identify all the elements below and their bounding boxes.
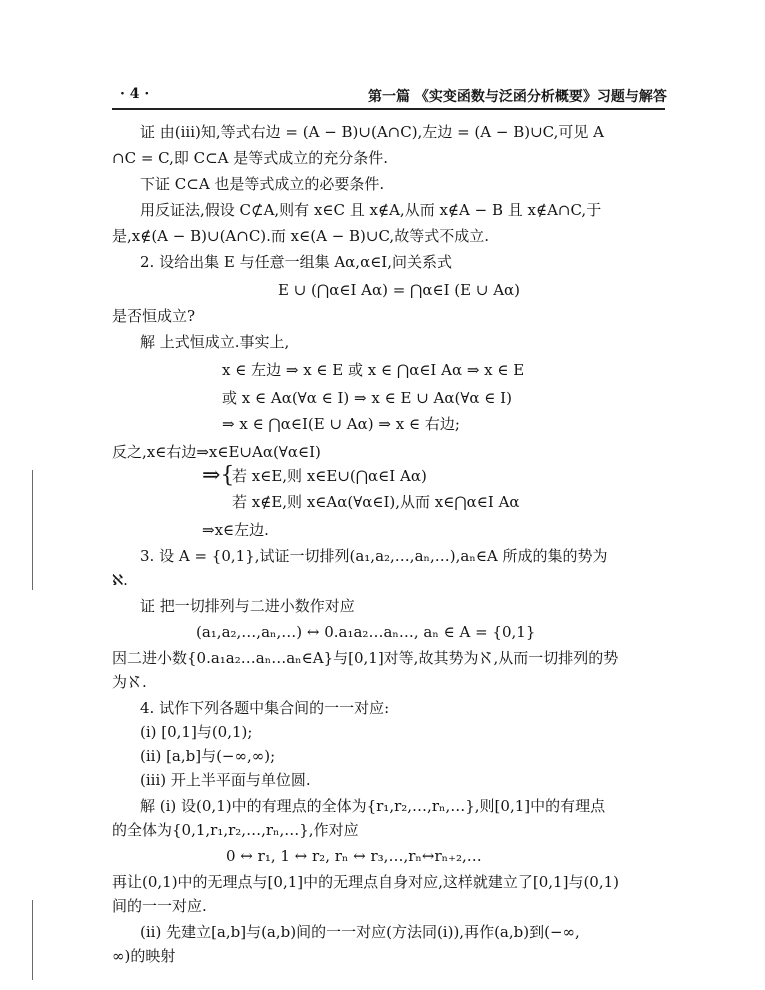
running-header: 第一篇 《实变函数与泛函分析概要》习题与解答 [368,89,667,105]
solution-start: 解 (i) 设(0,1)中的有理点的全体为{r₁,r₂,…,rₙ,…},则[0,1]中的有理点 [140,797,606,815]
text-line: (ii) 先建立[a,b]与(a,b)间的一一对应(方法同(i)),再作(a,b)到(−∞, [140,923,580,941]
sub-item: (ii) [a,b]与(−∞,∞); [140,747,276,765]
sub-item: (i) [0,1]与(0,1); [140,723,253,741]
text-line: 的全体为{0,1,r₁,r₂,…,rₙ,…},作对应 [112,821,359,839]
text-line: 反之,x∈右边⇒x∈E∪Aα(∀α∈I) [112,443,321,461]
formula: 0 ↔ r₁, 1 ↔ r₂, rₙ ↔ r₃,…,rₙ↔rₙ₊₂,… [226,847,482,865]
header-rule [112,108,665,110]
text-line: 用反证法,假设 C⊄A,则有 x∈C 且 x∉A,从而 x∉A − B 且 x∉A∩C,于 [140,201,602,219]
text-line: ∩C = C,即 C⊂A 是等式成立的充分条件. [112,149,389,167]
text-line: 证 由(iii)知,等式右边 = (A − B)∪(A∩C),左边 = (A − B)∪C,可见 A [140,123,604,141]
text-line: 下证 C⊂A 也是等式成立的必要条件. [140,175,385,193]
formula: (a₁,a₂,…,aₙ,…) ↔ 0.a₁a₂…aₙ…, aₙ ∈ A = {0,1} [196,623,536,641]
sub-item: (iii) 开上半平面与单位圆. [140,771,311,789]
text-line: 为ℵ. [112,673,147,691]
text-line: ∞)的映射 [112,947,176,965]
page-number: · 4 · [120,86,150,102]
text-line: 再让(0,1)中的无理点与[0,1]中的无理点自身对应,这样就建立了[0,1]与(0,1) [112,873,620,891]
problem-4: 4. 试作下列各题中集合间的一一对应: [140,699,390,717]
text-line: ℵ. [112,571,128,589]
margin-line-1 [32,470,33,590]
text-line: 因二进小数{0.a₁a₂…aₙ…aₙ∈A}与[0,1]对等,故其势为ℵ,从而一切排列的势 [112,649,619,667]
margin-line-2 [32,900,33,980]
problem-2: 2. 设给出集 E 与任意一组集 Aα,α∈I,问关系式 [140,253,452,271]
formula: E ∪ (⋂α∈I Aα) = ⋂α∈I (E ∪ Aα) [278,281,521,299]
proof-start: 证 把一切排列与二进小数作对应 [140,597,355,615]
brace: ⇒{ [202,463,235,488]
derivation-line: ⇒ x ∈ ⋂α∈I(E ∪ Aα) ⇒ x ∈ 右边; [222,415,460,433]
derivation-line: 或 x ∈ Aα(∀α ∈ I) ⇒ x ∈ E ∪ Aα(∀α ∈ I) [222,389,512,407]
text-line: 是,x∉(A − B)∪(A∩C).而 x∈(A − B)∪C,故等式不成立. [112,227,489,245]
derivation-line: ⇒x∈左边. [202,521,269,539]
derivation-line: x ∈ 左边 ⇒ x ∈ E 或 x ∈ ⋂α∈I Aα ⇒ x ∈ E [222,361,525,379]
case-line: 若 x∉E,则 x∈Aα(∀α∈I),从而 x∈⋂α∈I Aα [232,493,520,511]
text-line: 间的一一对应. [112,897,207,915]
problem-3: 3. 设 A = {0,1},试证一切排列(a₁,a₂,…,aₙ,…),aₙ∈A 所成的集的势为 [140,547,608,565]
solution-start: 解 上式恒成立.事实上, [140,333,290,351]
text-line: 是否恒成立? [112,307,196,325]
case-line: 若 x∈E,则 x∈E∪(⋂α∈I Aα) [232,467,427,485]
